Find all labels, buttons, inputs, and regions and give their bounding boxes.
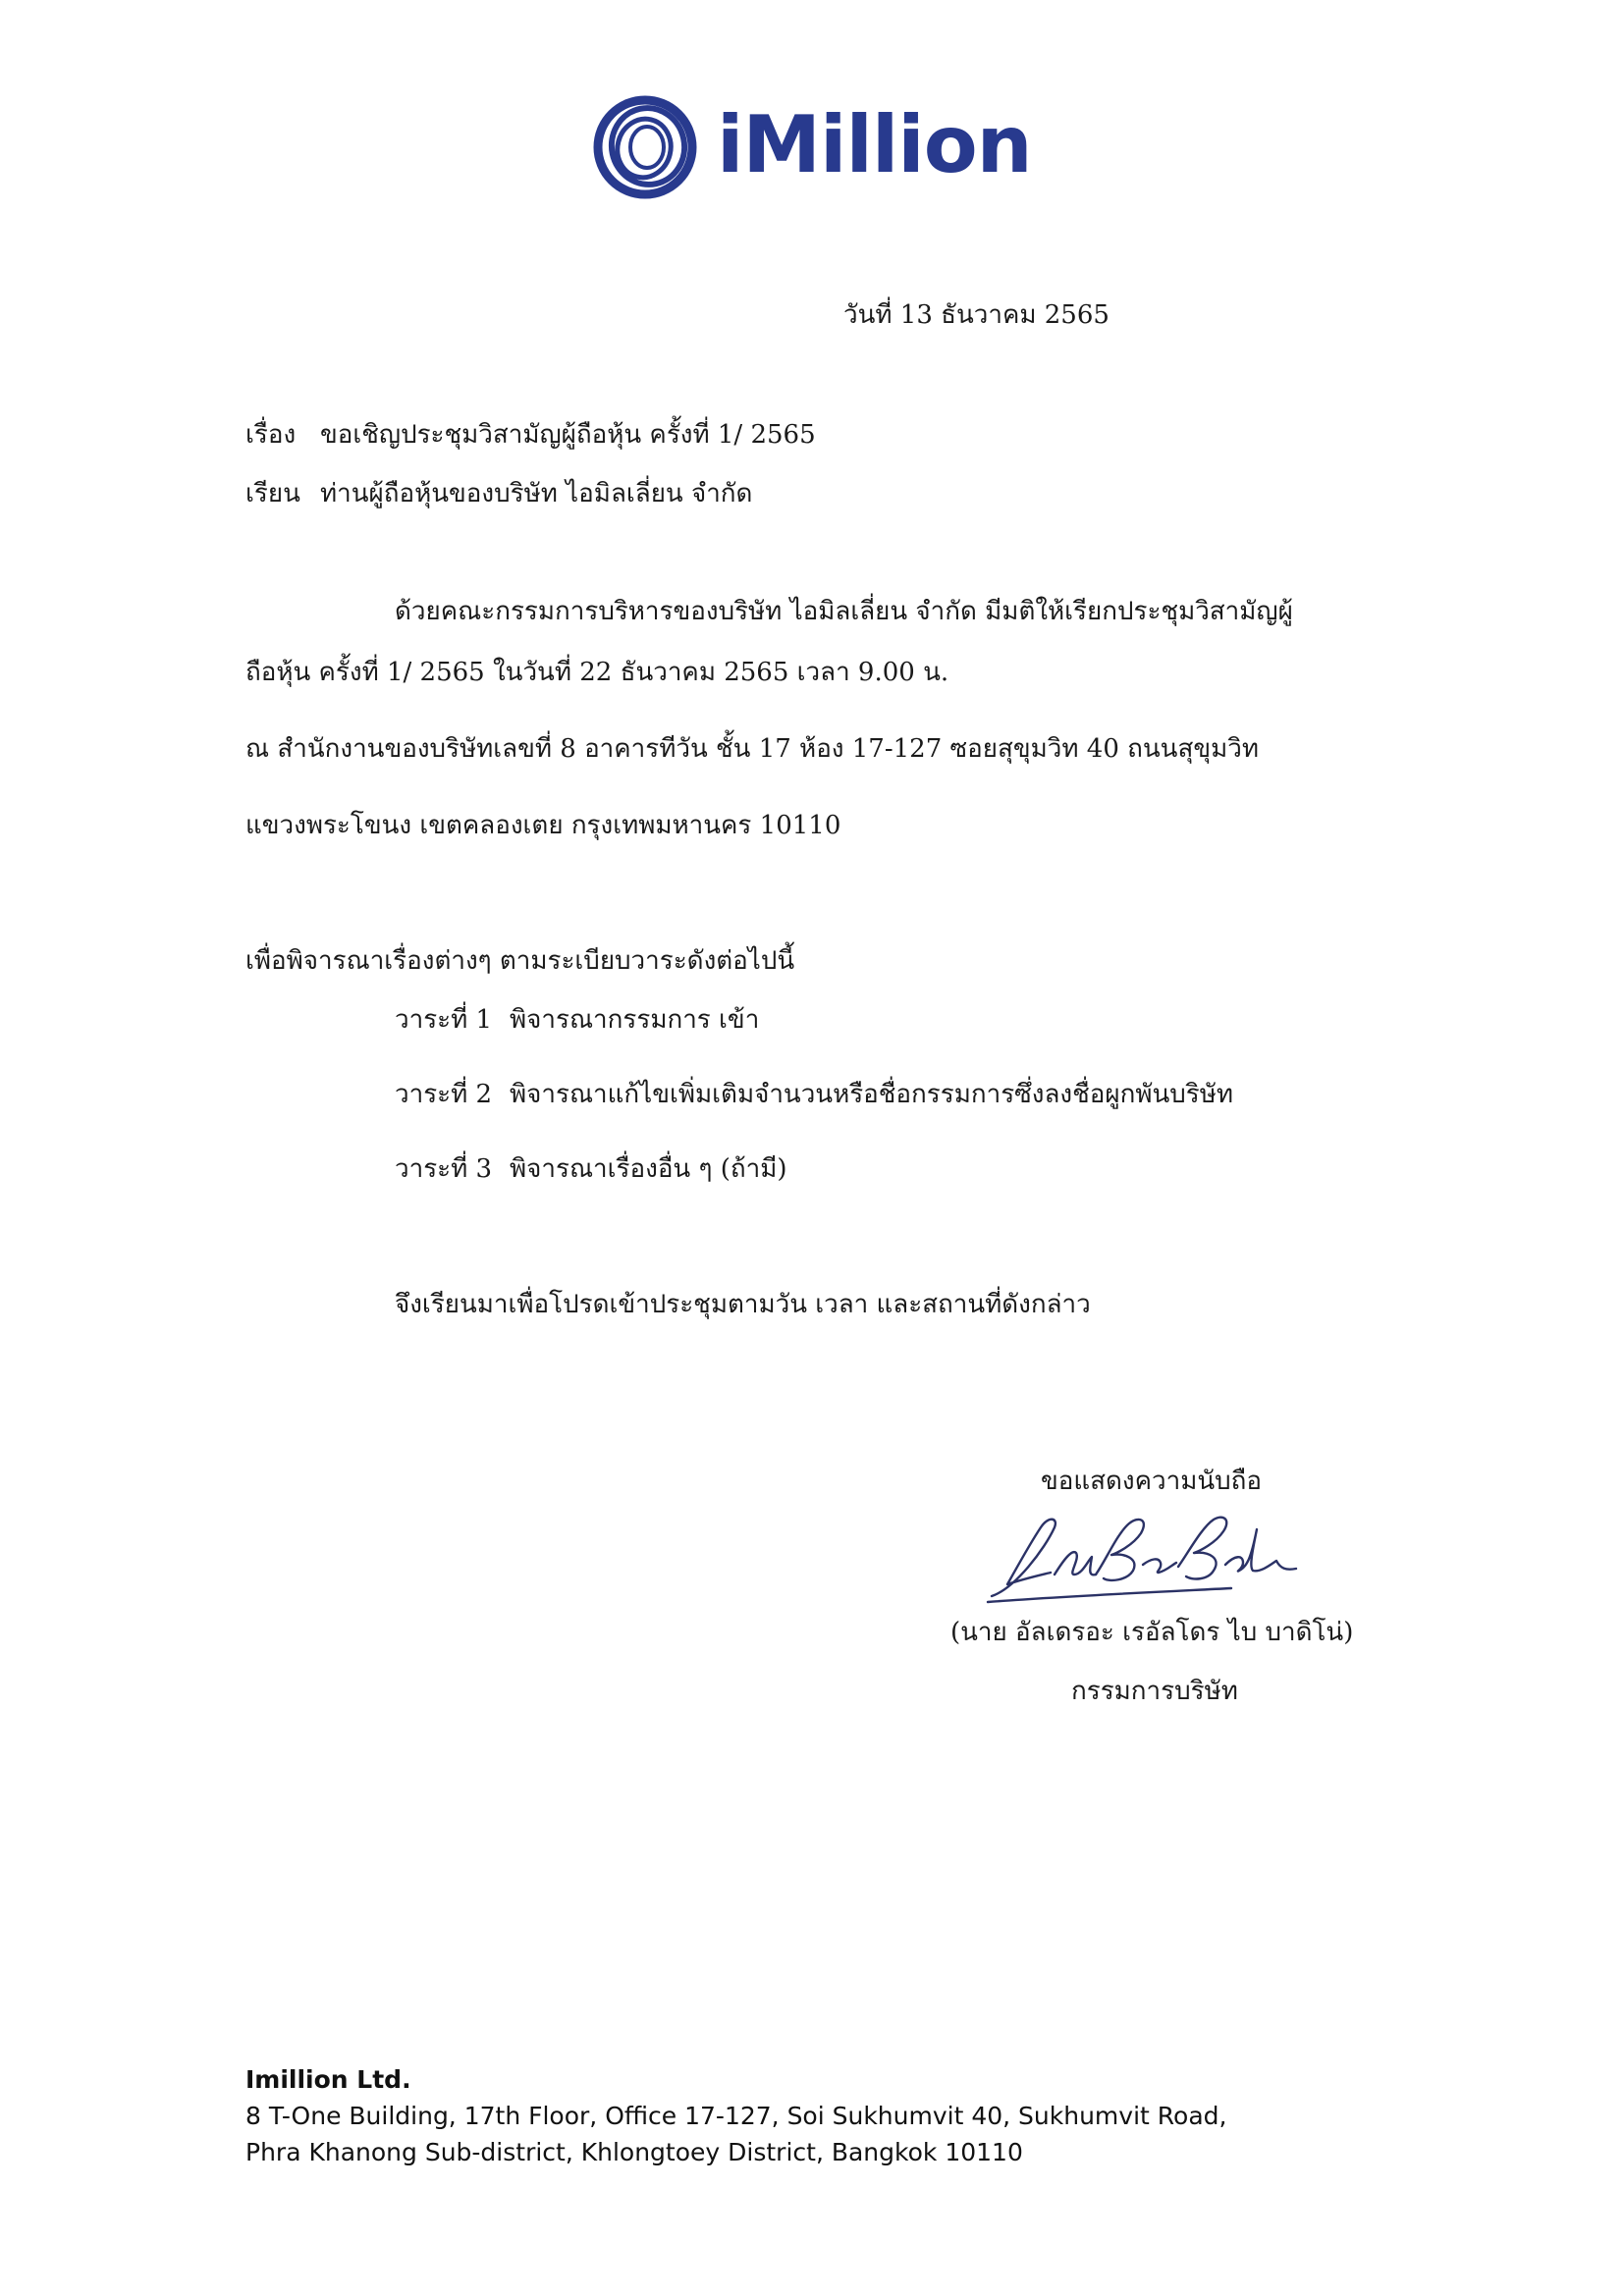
footer-address-line: Phra Khanong Sub-district, Khlongtoey District, Bangkok 10110	[245, 2138, 1023, 2166]
body-line: แขวงพระโขนง เขตคลองเตย กรุงเทพมหานคร 10110	[245, 811, 841, 840]
agenda-item-text: พิจารณากรรมการ เข้า	[510, 1005, 760, 1035]
footer-address-line: 8 T-One Building, 17th Floor, Office 17-127, Soi Sukhumvit 40, Sukhumvit Road,	[245, 2102, 1227, 2130]
footer	[245, 2061, 1226, 2170]
agenda-item-label: วาระที่ 3	[395, 1154, 493, 1184]
agenda-item-label: วาระที่ 1	[395, 1005, 493, 1035]
signer-name: (นาย อัลเดรอะ เรอัลโดร ไบ บาดิโน่)	[950, 1618, 1354, 1647]
signer-title: กรรมการบริษัท	[1071, 1677, 1238, 1706]
to-text: ท่านผู้ถือหุ้นของบริษัท ไอมิลเลี่ยน จำกัด	[320, 479, 753, 508]
company-logo	[593, 94, 1055, 200]
to-label: เรียน	[245, 479, 300, 508]
logo-swirl-icon	[593, 94, 701, 202]
closing-line: จึงเรียนมาเพื่อโปรดเข้าประชุมตามวัน เวลา และสถานที่ดังกล่าว	[395, 1290, 1091, 1319]
agenda-item-text: พิจารณาแก้ไขเพิ่มเติมจำนวนหรือชื่อกรรมการซึ่งลงชื่อผูกพันบริษัท	[510, 1080, 1234, 1109]
handwritten-signature	[986, 1510, 1320, 1608]
subject-text: ขอเชิญประชุมวิสามัญผู้ถือหุ้น ครั้งที่ 1/ 2565	[320, 420, 816, 450]
subject-label: เรื่อง	[245, 420, 297, 450]
body-line: ถือหุ้น ครั้งที่ 1/ 2565 ในวันที่ 22 ธันวาคม 2565 เวลา 9.00 น.	[245, 658, 949, 687]
footer-company-name: Imillion Ltd.	[245, 2065, 411, 2094]
agenda-intro: เพื่อพิจารณาเรื่องต่างๆ ตามระเบียบวาระดังต่อไปนี้	[245, 946, 795, 976]
logo-wordmark: iMillion	[717, 99, 1032, 190]
regards-text: ขอแสดงความนับถือ	[1041, 1467, 1262, 1496]
letter-date: วันที่ 13 ธันวาคม 2565	[843, 300, 1110, 330]
agenda-item-label: วาระที่ 2	[395, 1080, 493, 1109]
body-line: ณ สำนักงานของบริษัทเลขที่ 8 อาคารทีวัน ชั้น 17 ห้อง 17-127 ซอยสุขุมวิท 40 ถนนสุขุมวิท	[245, 734, 1259, 764]
body-line: ด้วยคณะกรรมการบริหารของบริษัท ไอมิลเลี่ยน จำกัด มีมติให้เรียกประชุมวิสามัญผู้	[395, 597, 1293, 626]
agenda-item-text: พิจารณาเรื่องอื่น ๆ (ถ้ามี)	[510, 1154, 787, 1184]
